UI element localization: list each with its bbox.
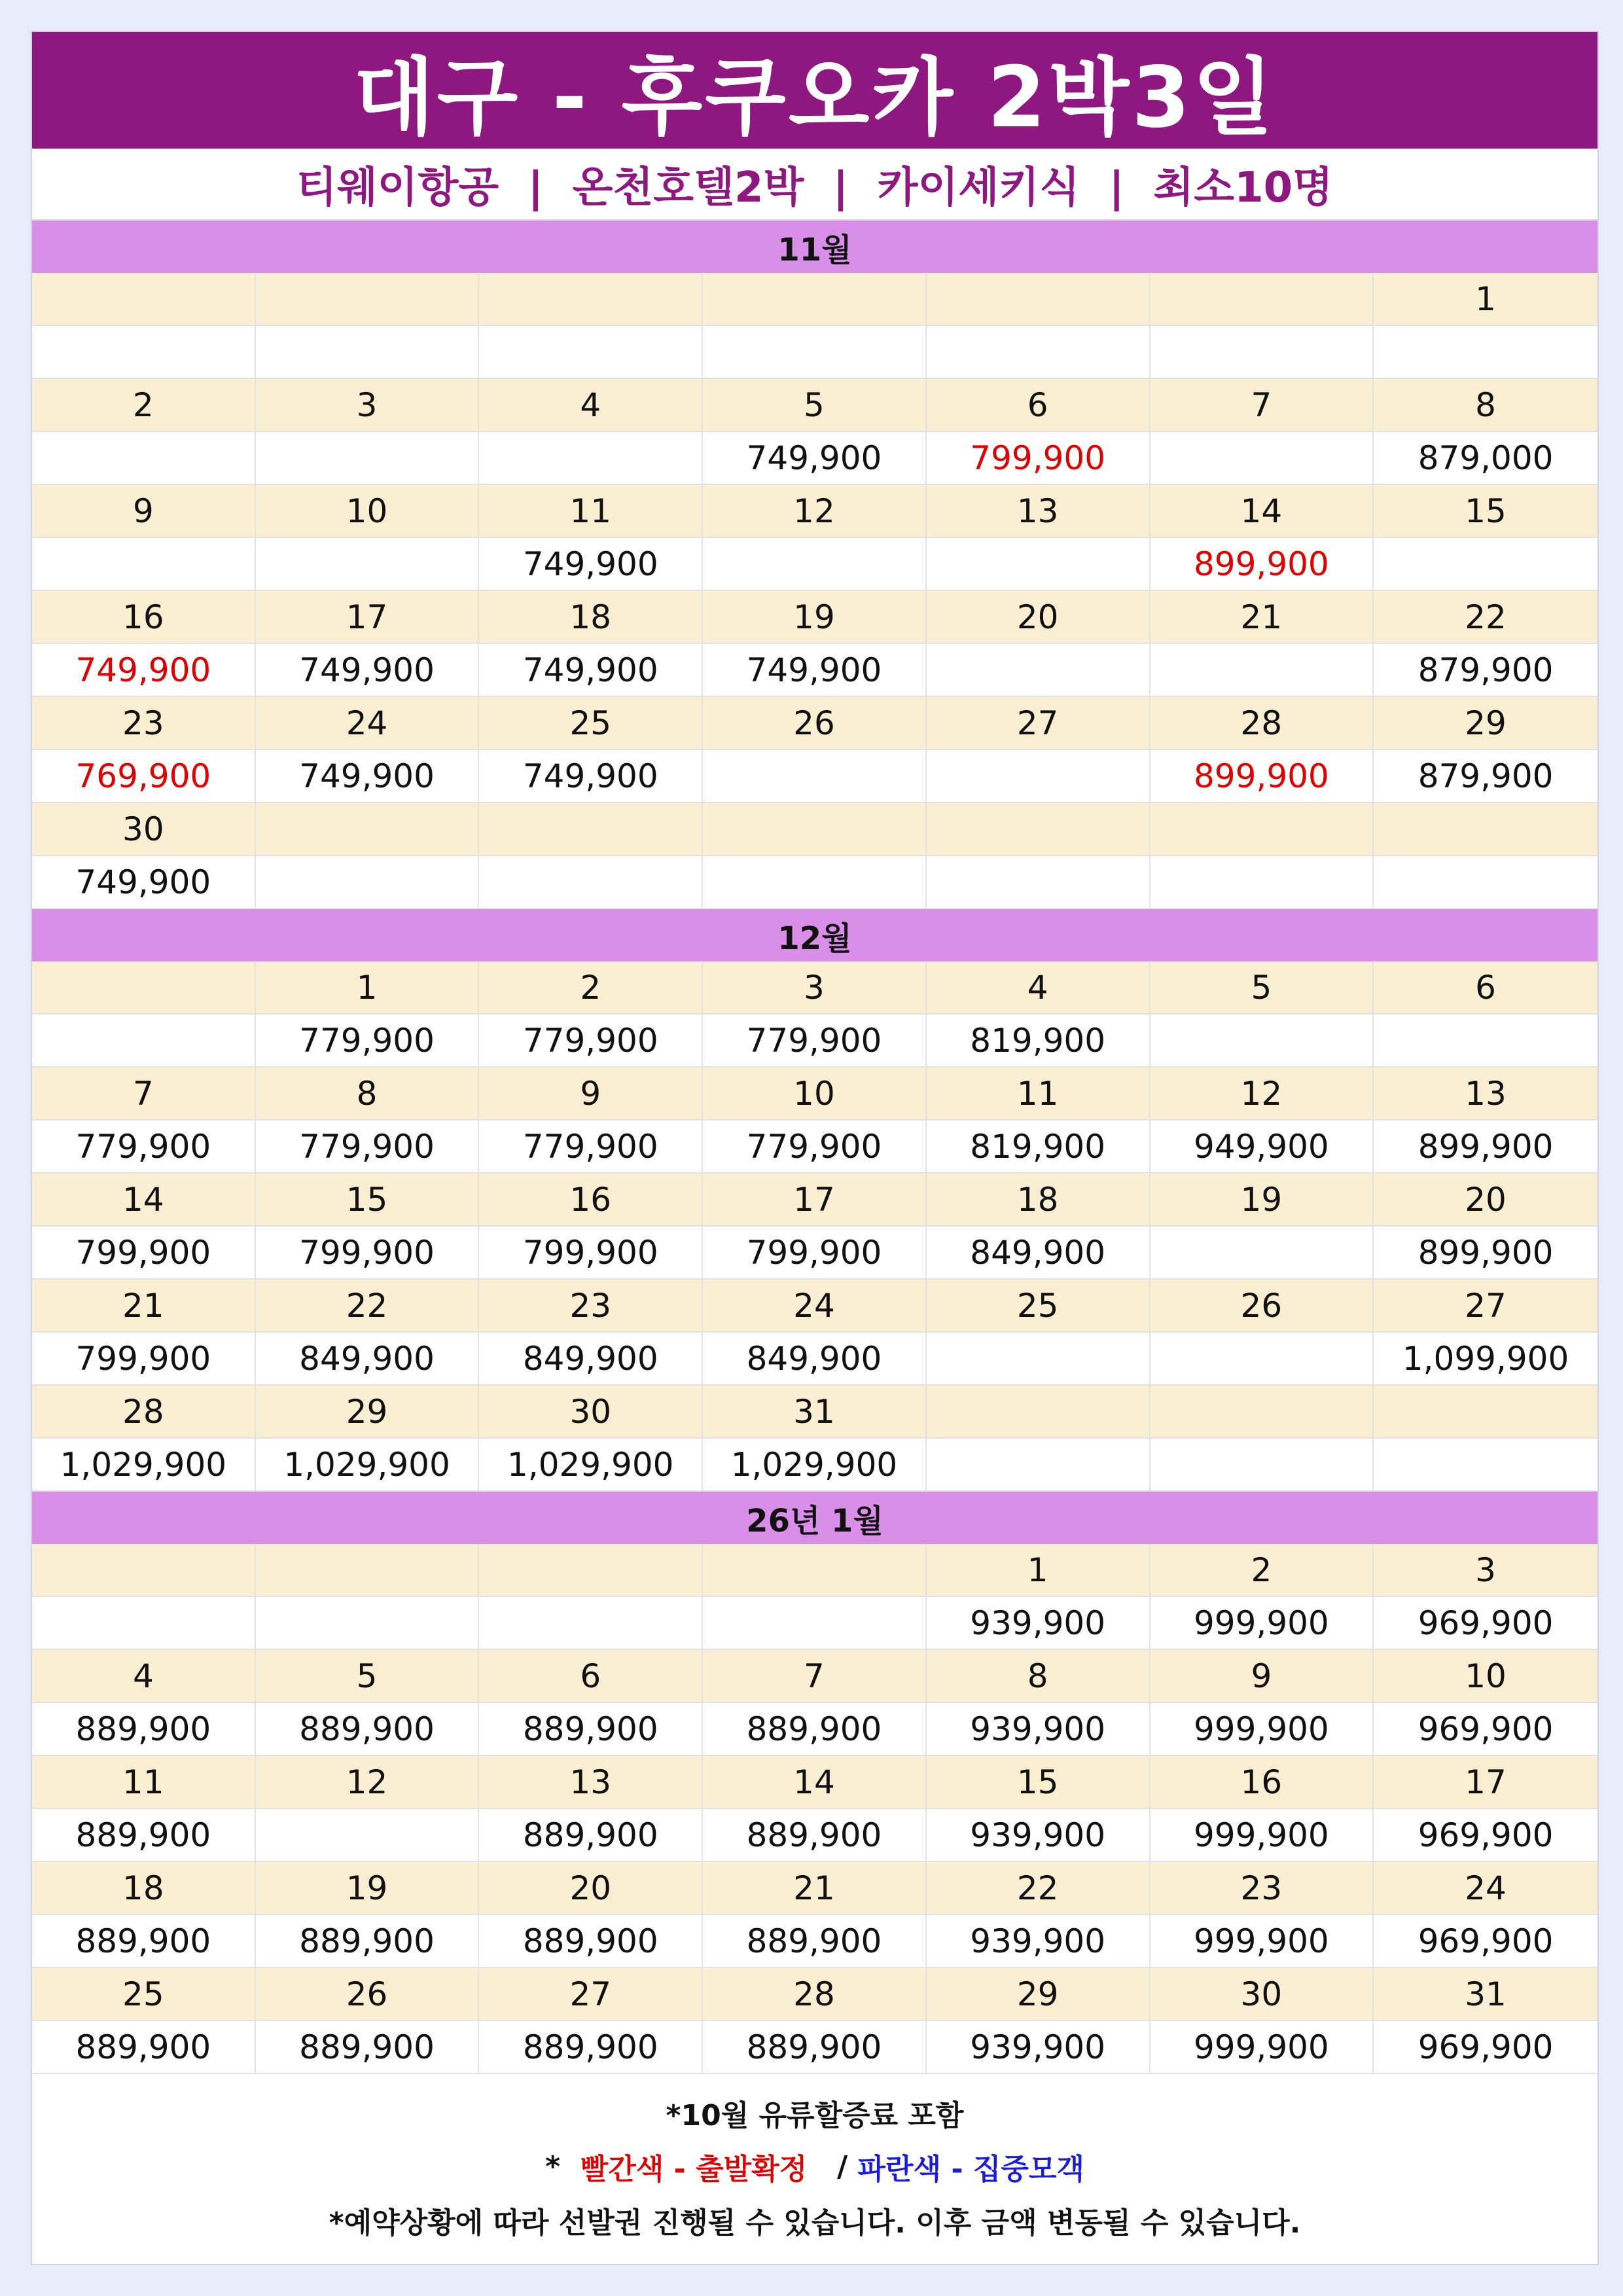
price-cell	[1374, 1439, 1597, 1492]
price-cell: 799,900	[32, 1333, 256, 1386]
price-cell	[927, 644, 1150, 697]
price-cell	[1150, 856, 1374, 909]
price-cell: 899,900	[1150, 538, 1374, 591]
date-cell: 17	[1374, 1756, 1597, 1809]
date-cell: 30	[1150, 1968, 1374, 2021]
date-cell: 29	[1374, 697, 1597, 750]
date-cell: 6	[479, 1650, 703, 1703]
price-cell	[256, 432, 480, 485]
date-cell: 27	[1374, 1280, 1597, 1333]
date-cell: 3	[256, 379, 480, 432]
date-cell	[256, 803, 480, 856]
date-cell: 2	[479, 961, 703, 1014]
month-header: 11월	[32, 221, 1597, 273]
price-cell: 749,900	[479, 644, 703, 697]
week-price-row	[32, 1809, 1597, 1862]
date-cell: 11	[927, 1067, 1150, 1121]
price-cell: 939,900	[927, 1915, 1150, 1968]
legend-separator: /	[807, 2149, 858, 2183]
date-cell: 6	[927, 379, 1150, 432]
price-cell: 889,900	[479, 1915, 703, 1968]
price-cell: 889,900	[256, 1703, 480, 1756]
price-cell: 889,900	[479, 1703, 703, 1756]
date-cell: 1	[1374, 273, 1597, 326]
date-cell: 8	[1374, 379, 1597, 432]
date-cell	[1150, 273, 1374, 326]
booking-disclaimer: *예약상황에 따라 선발권 진행될 수 있습니다. 이후 금액 변동될 수 있습니다.	[329, 2206, 1301, 2240]
date-cell: 24	[1374, 1862, 1597, 1915]
price-cell: 879,900	[1374, 750, 1597, 803]
week-price-row	[32, 2021, 1597, 2074]
price-cell: 849,900	[479, 1333, 703, 1386]
week-price-row	[32, 1333, 1597, 1386]
price-cell: 999,900	[1150, 1703, 1374, 1756]
date-cell: 20	[927, 591, 1150, 644]
date-cell: 12	[256, 1756, 480, 1809]
date-cell: 3	[703, 961, 927, 1014]
price-cell: 899,900	[1374, 1121, 1597, 1174]
week-date-row	[32, 485, 1597, 538]
price-cell: 799,900	[703, 1227, 927, 1280]
price-cell: 939,900	[927, 2021, 1150, 2074]
date-cell: 10	[1374, 1650, 1597, 1703]
date-cell: 1	[927, 1544, 1150, 1597]
date-cell: 15	[927, 1756, 1150, 1809]
date-cell	[32, 961, 256, 1014]
date-cell	[1374, 803, 1597, 856]
price-cell: 999,900	[1150, 1809, 1374, 1862]
price-cell	[1150, 432, 1374, 485]
week-date-row	[32, 1386, 1597, 1439]
price-cell	[32, 1597, 256, 1650]
week-price-row	[32, 1703, 1597, 1756]
price-cell: 749,900	[256, 750, 480, 803]
date-cell: 31	[1374, 1968, 1597, 2021]
price-cell	[1374, 856, 1597, 909]
price-cell	[703, 326, 927, 379]
week-price-row	[32, 1597, 1597, 1650]
price-cell: 969,900	[1374, 1597, 1597, 1650]
date-cell: 9	[1150, 1650, 1374, 1703]
price-cell: 749,900	[32, 856, 256, 909]
week-price-row	[32, 1227, 1597, 1280]
price-cell	[1150, 1439, 1374, 1492]
price-cell: 779,900	[256, 1121, 480, 1174]
week-date-row	[32, 1280, 1597, 1333]
price-cell: 899,900	[1150, 750, 1374, 803]
date-cell: 10	[703, 1067, 927, 1121]
price-cell	[256, 538, 480, 591]
price-cell	[927, 750, 1150, 803]
price-cell: 879,900	[1374, 644, 1597, 697]
price-cell	[256, 326, 480, 379]
month-header: 26년 1월	[32, 1492, 1597, 1544]
price-cell	[703, 538, 927, 591]
price-cell	[927, 856, 1150, 909]
price-cell	[32, 432, 256, 485]
date-cell: 22	[927, 1862, 1150, 1915]
price-cell: 939,900	[927, 1809, 1150, 1862]
date-cell: 24	[256, 697, 480, 750]
date-cell: 18	[479, 591, 703, 644]
week-price-row	[32, 1014, 1597, 1067]
date-cell: 10	[256, 485, 480, 538]
date-cell	[32, 273, 256, 326]
price-cell: 779,900	[479, 1014, 703, 1067]
date-cell: 27	[927, 697, 1150, 750]
price-cell: 749,900	[703, 644, 927, 697]
date-cell: 28	[1150, 697, 1374, 750]
date-cell: 13	[1374, 1067, 1597, 1121]
price-cell: 779,900	[32, 1121, 256, 1174]
date-cell: 19	[256, 1862, 480, 1915]
week-date-row	[32, 1756, 1597, 1809]
price-cell: 849,900	[927, 1227, 1150, 1280]
date-cell: 12	[703, 485, 927, 538]
price-cell: 799,900	[256, 1227, 480, 1280]
date-cell: 29	[256, 1386, 480, 1439]
date-cell: 22	[1374, 591, 1597, 644]
date-cell: 23	[1150, 1862, 1374, 1915]
price-cell	[927, 1333, 1150, 1386]
week-price-row	[32, 432, 1597, 485]
date-cell: 7	[1150, 379, 1374, 432]
date-cell: 14	[32, 1174, 256, 1227]
price-cell: 749,900	[703, 432, 927, 485]
price-cell: 889,900	[703, 1809, 927, 1862]
week-date-row	[32, 379, 1597, 432]
date-cell: 25	[479, 697, 703, 750]
date-cell: 20	[1374, 1174, 1597, 1227]
date-cell: 16	[32, 591, 256, 644]
date-cell: 26	[703, 697, 927, 750]
date-cell	[927, 803, 1150, 856]
price-cell: 889,900	[703, 1703, 927, 1756]
price-cell: 1,029,900	[32, 1439, 256, 1492]
week-date-row	[32, 961, 1597, 1014]
date-cell: 26	[256, 1968, 480, 2021]
date-cell: 19	[703, 591, 927, 644]
date-cell: 31	[703, 1386, 927, 1439]
week-date-row	[32, 273, 1597, 326]
date-cell: 13	[479, 1756, 703, 1809]
week-date-row	[32, 591, 1597, 644]
date-cell: 4	[32, 1650, 256, 1703]
price-cell: 749,900	[479, 538, 703, 591]
date-cell: 18	[32, 1862, 256, 1915]
date-cell: 11	[32, 1756, 256, 1809]
page-title: 대구 - 후쿠오카 2박3일	[32, 32, 1597, 149]
price-cell	[256, 856, 480, 909]
price-cell	[927, 1439, 1150, 1492]
price-cell: 889,900	[32, 1915, 256, 1968]
date-cell	[703, 273, 927, 326]
price-cell	[1150, 326, 1374, 379]
date-cell: 5	[256, 1650, 480, 1703]
date-cell: 30	[32, 803, 256, 856]
price-cell: 799,900	[479, 1227, 703, 1280]
date-cell	[32, 1544, 256, 1597]
price-cell	[479, 326, 703, 379]
date-cell: 17	[256, 591, 480, 644]
date-cell: 30	[479, 1386, 703, 1439]
price-cell: 819,900	[927, 1014, 1150, 1067]
price-cell: 899,900	[1374, 1227, 1597, 1280]
date-cell: 9	[479, 1067, 703, 1121]
price-cell: 999,900	[1150, 1597, 1374, 1650]
date-cell: 21	[1150, 591, 1374, 644]
date-cell	[479, 1544, 703, 1597]
date-cell	[1150, 803, 1374, 856]
date-cell: 16	[479, 1174, 703, 1227]
tour-summary: 티웨이항공 | 온천호텔2박 | 카이세키식 | 최소10명	[32, 149, 1597, 221]
price-cell	[1150, 1333, 1374, 1386]
date-cell: 8	[256, 1067, 480, 1121]
price-cell: 849,900	[703, 1333, 927, 1386]
price-cell	[256, 1597, 480, 1650]
price-cell: 799,900	[927, 432, 1150, 485]
date-cell: 19	[1150, 1174, 1374, 1227]
date-cell: 26	[1150, 1280, 1374, 1333]
date-cell: 18	[927, 1174, 1150, 1227]
date-cell: 12	[1150, 1067, 1374, 1121]
date-cell: 23	[479, 1280, 703, 1333]
price-cell: 939,900	[927, 1703, 1150, 1756]
week-price-row	[32, 750, 1597, 803]
price-cell: 779,900	[703, 1014, 927, 1067]
date-cell: 2	[32, 379, 256, 432]
price-cell	[1150, 1014, 1374, 1067]
price-cell	[32, 1014, 256, 1067]
date-cell: 21	[32, 1280, 256, 1333]
date-cell: 17	[703, 1174, 927, 1227]
price-cell: 969,900	[1374, 1703, 1597, 1756]
date-cell: 5	[703, 379, 927, 432]
date-cell: 9	[32, 485, 256, 538]
price-cell: 969,900	[1374, 2021, 1597, 2074]
price-cell	[479, 432, 703, 485]
price-cell	[479, 1597, 703, 1650]
date-cell	[256, 1544, 480, 1597]
legend-prefix: *	[545, 2149, 580, 2183]
date-cell: 28	[32, 1386, 256, 1439]
date-cell: 25	[927, 1280, 1150, 1333]
date-cell: 4	[479, 379, 703, 432]
price-cell: 889,900	[32, 1703, 256, 1756]
price-cell: 889,900	[32, 1809, 256, 1862]
price-cell: 999,900	[1150, 2021, 1374, 2074]
price-cell: 889,900	[703, 1915, 927, 1968]
price-cell	[703, 1597, 927, 1650]
price-cell: 749,900	[32, 644, 256, 697]
price-cell	[32, 326, 256, 379]
date-cell: 14	[1150, 485, 1374, 538]
date-cell: 7	[703, 1650, 927, 1703]
price-cell: 779,900	[479, 1121, 703, 1174]
price-cell: 749,900	[256, 644, 480, 697]
price-cell	[1374, 538, 1597, 591]
date-cell: 27	[479, 1968, 703, 2021]
date-cell: 8	[927, 1650, 1150, 1703]
price-cell	[479, 856, 703, 909]
date-cell: 15	[256, 1174, 480, 1227]
price-cell: 849,900	[256, 1333, 480, 1386]
date-cell: 5	[1150, 961, 1374, 1014]
date-cell: 25	[32, 1968, 256, 2021]
date-cell: 3	[1374, 1544, 1597, 1597]
date-cell	[927, 1386, 1150, 1439]
price-cell: 1,099,900	[1374, 1333, 1597, 1386]
date-cell: 13	[927, 485, 1150, 538]
week-date-row	[32, 803, 1597, 856]
price-cell	[927, 538, 1150, 591]
footer-notes	[32, 2074, 1597, 2247]
price-cell: 969,900	[1374, 1915, 1597, 1968]
price-cell	[32, 538, 256, 591]
price-cell	[1150, 1227, 1374, 1280]
price-cell: 1,029,900	[703, 1439, 927, 1492]
price-cell: 769,900	[32, 750, 256, 803]
price-cell: 999,900	[1150, 1915, 1374, 1968]
date-cell: 29	[927, 1968, 1150, 2021]
week-date-row	[32, 1968, 1597, 2021]
date-cell: 24	[703, 1280, 927, 1333]
date-cell	[479, 273, 703, 326]
month-header: 12월	[32, 909, 1597, 961]
price-cell	[703, 750, 927, 803]
date-cell	[1374, 1386, 1597, 1439]
price-calendar-sheet	[31, 31, 1599, 2265]
legend-confirmed: 빨간색 - 출발확정	[580, 2153, 808, 2186]
date-cell	[256, 273, 480, 326]
week-price-row	[32, 856, 1597, 909]
date-cell	[927, 273, 1150, 326]
week-price-row	[32, 644, 1597, 697]
week-price-row	[32, 326, 1597, 379]
price-cell: 1,029,900	[479, 1439, 703, 1492]
price-cell: 749,900	[479, 750, 703, 803]
color-legend	[32, 2140, 1597, 2193]
date-cell: 15	[1374, 485, 1597, 538]
price-cell: 799,900	[32, 1227, 256, 1280]
week-price-row	[32, 1121, 1597, 1174]
date-cell	[1150, 1386, 1374, 1439]
date-cell	[479, 803, 703, 856]
date-cell	[703, 803, 927, 856]
price-cell: 939,900	[927, 1597, 1150, 1650]
price-cell	[256, 1809, 480, 1862]
date-cell: 1	[256, 961, 480, 1014]
date-cell: 2	[1150, 1544, 1374, 1597]
date-cell	[703, 1544, 927, 1597]
date-cell: 11	[479, 485, 703, 538]
date-cell: 16	[1150, 1756, 1374, 1809]
date-cell: 22	[256, 1280, 480, 1333]
price-cell: 969,900	[1374, 1809, 1597, 1862]
week-price-row	[32, 1439, 1597, 1492]
price-cell: 779,900	[703, 1121, 927, 1174]
price-cell: 779,900	[256, 1014, 480, 1067]
legend-recruiting: 파란색 - 집중모객	[857, 2153, 1084, 2186]
price-cell	[1374, 1014, 1597, 1067]
price-cell: 879,000	[1374, 432, 1597, 485]
date-cell: 20	[479, 1862, 703, 1915]
price-cell	[703, 856, 927, 909]
date-cell: 28	[703, 1968, 927, 2021]
date-cell: 4	[927, 961, 1150, 1014]
price-cell: 889,900	[703, 2021, 927, 2074]
price-cell	[1150, 644, 1374, 697]
date-cell: 21	[703, 1862, 927, 1915]
week-date-row	[32, 1544, 1597, 1597]
date-cell: 6	[1374, 961, 1597, 1014]
date-cell: 7	[32, 1067, 256, 1121]
week-date-row	[32, 1174, 1597, 1227]
price-cell: 889,900	[479, 1809, 703, 1862]
week-price-row	[32, 1915, 1597, 1968]
date-cell: 14	[703, 1756, 927, 1809]
week-price-row	[32, 538, 1597, 591]
week-date-row	[32, 1650, 1597, 1703]
price-cell: 889,900	[32, 2021, 256, 2074]
fuel-surcharge-note: *10월 유류할증료 포함	[666, 2099, 964, 2132]
price-cell	[1374, 326, 1597, 379]
price-cell: 949,900	[1150, 1121, 1374, 1174]
departure-calendar	[32, 221, 1597, 2074]
price-cell: 889,900	[256, 1915, 480, 1968]
price-cell: 819,900	[927, 1121, 1150, 1174]
week-date-row	[32, 1862, 1597, 1915]
date-cell: 23	[32, 697, 256, 750]
price-cell	[927, 326, 1150, 379]
price-cell: 889,900	[479, 2021, 703, 2074]
price-cell: 889,900	[256, 2021, 480, 2074]
week-date-row	[32, 1067, 1597, 1121]
price-cell: 1,029,900	[256, 1439, 480, 1492]
week-date-row	[32, 697, 1597, 750]
